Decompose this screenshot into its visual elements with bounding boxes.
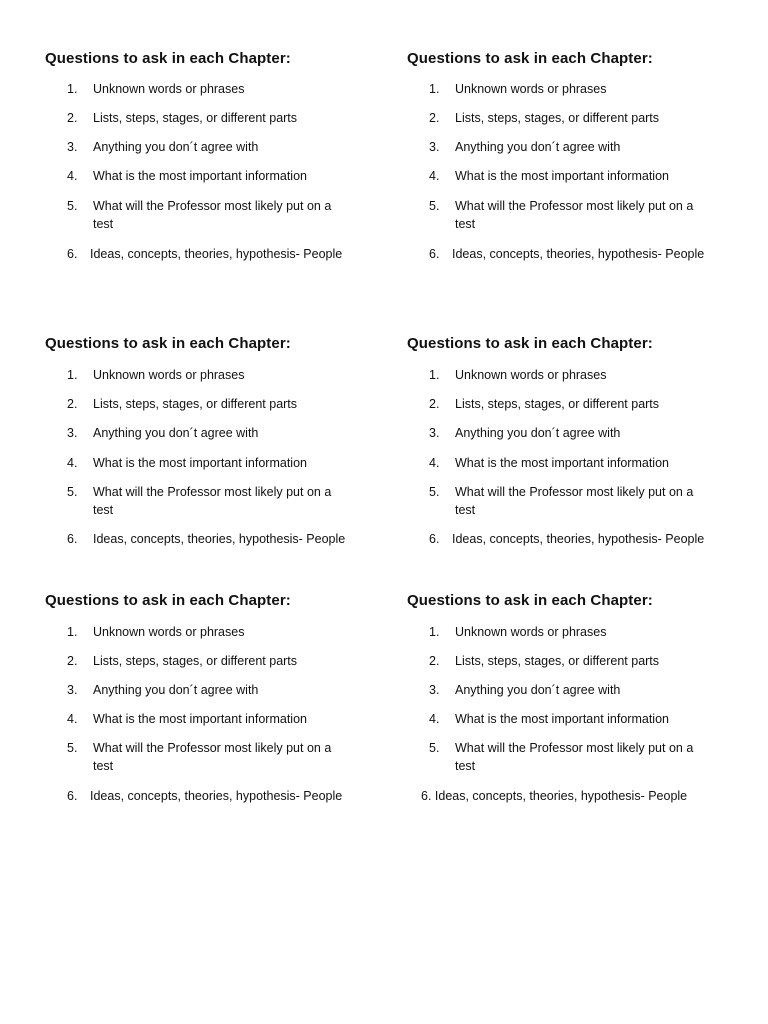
- item-text: Unknown words or phrases: [455, 368, 607, 382]
- item-text: 6. Ideas, concepts, theories, hypothesis- People: [421, 789, 688, 803]
- card-title: Questions to ask in each Chapter:: [45, 50, 291, 67]
- item-number: 5.: [67, 485, 78, 499]
- item-text: What will the Professor most likely put on a test: [455, 741, 694, 773]
- item-text: What is the most important information: [455, 456, 669, 470]
- item-text: Ideas, concepts, theories, hypothesis- People: [90, 789, 343, 803]
- item-text: Lists, steps, stages, or different parts: [93, 111, 298, 125]
- item-number: 3.: [67, 426, 78, 440]
- item-text: What will the Professor most likely put on a test: [93, 199, 332, 231]
- item-text: What is the most important information: [93, 456, 307, 470]
- item-number: 1.: [429, 82, 440, 96]
- question-card: [45, 592, 385, 803]
- item-text: Anything you don´t agree with: [455, 426, 621, 440]
- item-number: 1.: [67, 625, 78, 639]
- question-card: [407, 592, 747, 803]
- item-number: 3.: [429, 683, 440, 697]
- item-number: 5.: [429, 199, 440, 213]
- item-number: 4.: [429, 456, 440, 470]
- item-text: Anything you don´t agree with: [93, 426, 259, 440]
- item-text: Unknown words or phrases: [455, 82, 607, 96]
- item-number: 6.: [67, 247, 78, 261]
- item-number: 2.: [67, 397, 78, 411]
- item-text: Ideas, concepts, theories, hypothesis- People: [90, 247, 343, 261]
- item-text: Lists, steps, stages, or different parts: [455, 654, 660, 668]
- item-text: Unknown words or phrases: [93, 368, 245, 382]
- item-text: What will the Professor most likely put on a test: [455, 485, 694, 517]
- item-text: Unknown words or phrases: [93, 82, 245, 96]
- item-number: 2.: [429, 111, 440, 125]
- item-number: 5.: [429, 741, 440, 755]
- item-number: 6.: [67, 789, 78, 803]
- item-number: 3.: [429, 426, 440, 440]
- item-text: What is the most important information: [455, 712, 669, 726]
- item-number: 1.: [67, 82, 78, 96]
- question-card: [407, 335, 747, 546]
- item-text: Lists, steps, stages, or different parts: [455, 111, 660, 125]
- question-card: [45, 335, 385, 546]
- item-text: Lists, steps, stages, or different parts: [93, 397, 298, 411]
- item-number: 6.: [67, 532, 78, 546]
- item-number: 2.: [429, 654, 440, 668]
- item-number: 1.: [429, 625, 440, 639]
- item-number: 2.: [67, 654, 78, 668]
- card-title: Questions to ask in each Chapter:: [45, 335, 291, 352]
- item-text: What is the most important information: [93, 712, 307, 726]
- item-text: Anything you don´t agree with: [455, 140, 621, 154]
- item-number: 4.: [67, 456, 78, 470]
- item-text: Lists, steps, stages, or different parts: [93, 654, 298, 668]
- question-card: [45, 50, 385, 261]
- item-text: What will the Professor most likely put on a test: [93, 741, 332, 773]
- card-title: Questions to ask in each Chapter:: [45, 592, 291, 609]
- item-number: 5.: [67, 199, 78, 213]
- item-number: 4.: [429, 169, 440, 183]
- item-number: 2.: [429, 397, 440, 411]
- item-number: 4.: [67, 712, 78, 726]
- item-text: Anything you don´t agree with: [93, 683, 259, 697]
- item-text: What will the Professor most likely put on a test: [455, 199, 694, 231]
- item-text: Ideas, concepts, theories, hypothesis- People: [93, 532, 346, 546]
- item-number: 3.: [429, 140, 440, 154]
- item-text: Unknown words or phrases: [455, 625, 607, 639]
- item-text: Anything you don´t agree with: [93, 140, 259, 154]
- item-number: 3.: [67, 683, 78, 697]
- item-number: 5.: [67, 741, 78, 755]
- item-number: 6.: [429, 532, 440, 546]
- card-title: Questions to ask in each Chapter:: [407, 592, 653, 609]
- item-number: 2.: [67, 111, 78, 125]
- card-title: Questions to ask in each Chapter:: [407, 335, 653, 352]
- item-number: 6.: [429, 247, 440, 261]
- card-title: Questions to ask in each Chapter:: [407, 50, 653, 67]
- item-text: What is the most important information: [455, 169, 669, 183]
- question-card: [407, 50, 747, 261]
- item-number: 3.: [67, 140, 78, 154]
- item-number: 4.: [429, 712, 440, 726]
- item-number: 5.: [429, 485, 440, 499]
- item-text: Unknown words or phrases: [93, 625, 245, 639]
- item-text: Ideas, concepts, theories, hypothesis- People: [452, 532, 705, 546]
- item-text: What is the most important information: [93, 169, 307, 183]
- item-text: Ideas, concepts, theories, hypothesis- People: [452, 247, 705, 261]
- item-text: What will the Professor most likely put on a test: [93, 485, 332, 517]
- item-text: Anything you don´t agree with: [455, 683, 621, 697]
- item-number: 4.: [67, 169, 78, 183]
- item-text: Lists, steps, stages, or different parts: [455, 397, 660, 411]
- item-number: 1.: [429, 368, 440, 382]
- item-number: 1.: [67, 368, 78, 382]
